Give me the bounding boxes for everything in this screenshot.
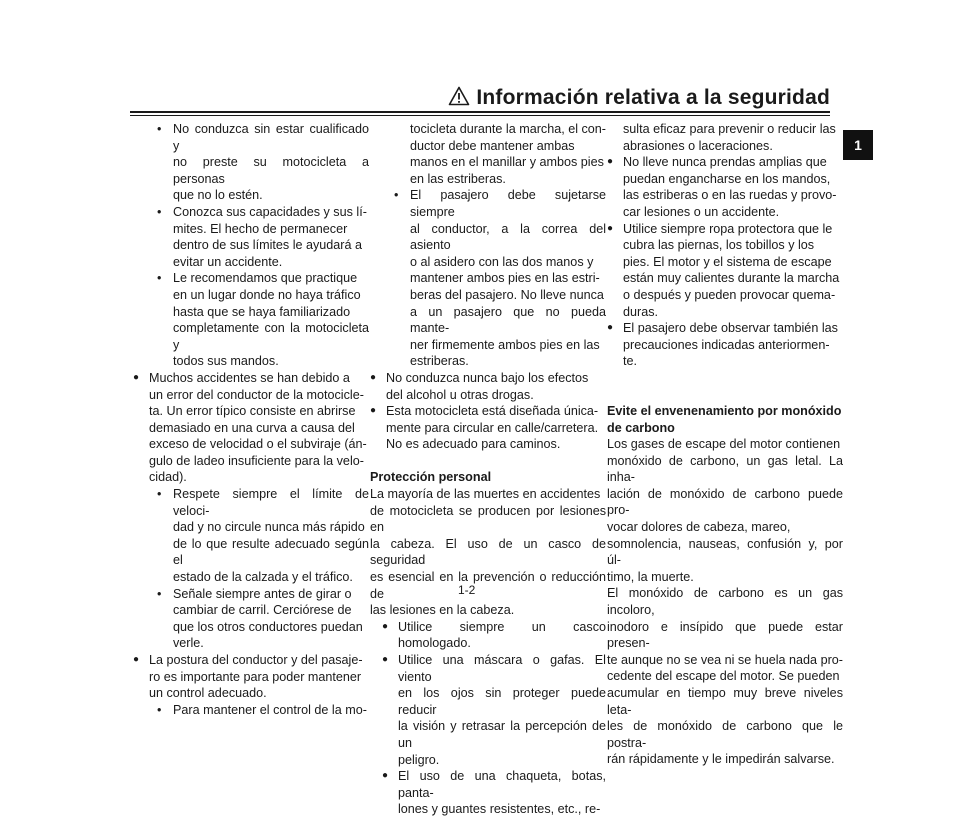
sub-bullet-item: • Le recomendamos que practique en un lugar donde no haya tráfico hasta que se haya familiarizado completamente con la motocicleta y todos sus mandos. (133, 270, 369, 370)
sub-bullet-item: • Conozca sus capacidades y sus lí- mites. El hecho de permanecer dentro de sus límites le ayudará a evitar un accidente. (133, 204, 369, 270)
sub-bullet-item: • El pasajero debe sujetarse siempre al conductor, a la correa del asiento o al asidero con las dos manos y mantener ambos pies en las estri- beras del pasajero. No lleve nunca a un pasajero que no pueda mante- ner firmemente ambos pies en las estriberas. (370, 187, 606, 370)
sub-bullet-item: • Para mantener el control de la mo- (133, 702, 369, 719)
text-column-3 (607, 121, 843, 768)
bullet-item: ● Esta motocicleta está diseñada única- mente para circular en calle/carretera. No es adecuado para caminos. (370, 403, 606, 453)
text-column-2 (370, 121, 606, 818)
paragraph: El monóxido de carbono es un gas incoloro, inodoro e insípido que puede estar presen- te aunque no se vea ni se huela nada pro- cedente del escape del motor. Se pueden acumular en tiempo muy breve niveles leta- les de monóxido de carbono que le postra- rán rápidamente y le impedirán salvarse. (607, 586, 843, 767)
warning-triangle-icon (448, 86, 470, 106)
header-rule-thick (130, 111, 830, 113)
paragraph: La mayoría de las muertes en accidentes de motocicleta se producen por lesiones en la cabeza. El uso de un casco de seguridad es esencial en la prevención o reducción de las lesiones en la cabeza. (370, 487, 606, 618)
sub-bullet-item: • Respete siempre el límite de veloci- dad y no circule nunca más rápido de lo que resulte adecuado según el estado de la calzada y el tráfico. (133, 486, 369, 586)
bullet-item: ● No conduzca nunca bajo los efectos del alcohol u otras drogas. (370, 370, 606, 403)
bullet-item: ● La postura del conductor y del pasaje- ro es importante para poder mantener un control adecuado. (133, 652, 369, 702)
section-heading: Evite el envenenamiento por monóxido de carbono (607, 403, 842, 435)
bullet-item: ● El uso de una chaqueta, botas, panta- lones y guantes resistentes, etc., re- (370, 768, 606, 818)
chapter-tab: 1 (843, 130, 873, 160)
section-heading: Protección personal (370, 470, 492, 485)
bullet-item: ● Utilice una máscara o gafas. El viento en los ojos sin proteger puede reducir la visión y retrasar la percepción de un peligro. (370, 652, 606, 768)
continued-text: tocicleta durante la marcha, el con- ductor debe mantener ambas manos en el manillar y ambos pies en las estriberas. (410, 122, 607, 186)
header-rule-thin (130, 115, 830, 116)
section-title (448, 86, 830, 110)
text-column-1 (133, 121, 369, 718)
bullet-item: ● Utilice siempre ropa protectora que le cubra las piernas, los tobillos y los pies. El motor y el sistema de escape están muy calientes durante la marcha o después y pueden provocar quema- duras. (607, 221, 843, 321)
page-number: 1-2 (458, 583, 476, 597)
paragraph: Los gases de escape del motor contienen monóxido de carbono, un gas letal. La inha- lación de monóxido de carbono puede pro- vocar dolores de cabeza, mareo, somnolencia, nauseas, confusión y, por úl- timo, la muerte. (607, 437, 843, 584)
bullet-item: ● Utilice siempre un casco homologado. (370, 619, 606, 652)
page-header (130, 84, 830, 114)
continued-text: sulta eficaz para prevenir o reducir las abrasiones o laceraciones. (623, 122, 836, 153)
sub-bullet-item: • No conduzca sin estar cualificado y no preste su motocicleta a personas que no lo estén. (133, 121, 369, 204)
sub-bullet-item: • Señale siempre antes de girar o cambiar de carril. Cerciórese de que los otros conductores puedan verle. (133, 586, 369, 652)
section-title-text: Información relativa a la seguridad (476, 86, 830, 109)
bullet-item: ● Muchos accidentes se han debido a un error del conductor de la motocicle- ta. Un error típico consiste en abrirse demasiado en una curva a causa del exceso de velocidad o el subviraje (án- gulo de ladeo insuficiente para la velo- cidad). (133, 370, 369, 486)
bullet-item: ● No lleve nunca prendas amplias que puedan engancharse en los mandos, las estriberas o en las ruedas y provo- car lesiones o un accidente. (607, 154, 843, 220)
bullet-item: ● El pasajero debe observar también las precauciones indicadas anteriormen- te. (607, 320, 843, 370)
